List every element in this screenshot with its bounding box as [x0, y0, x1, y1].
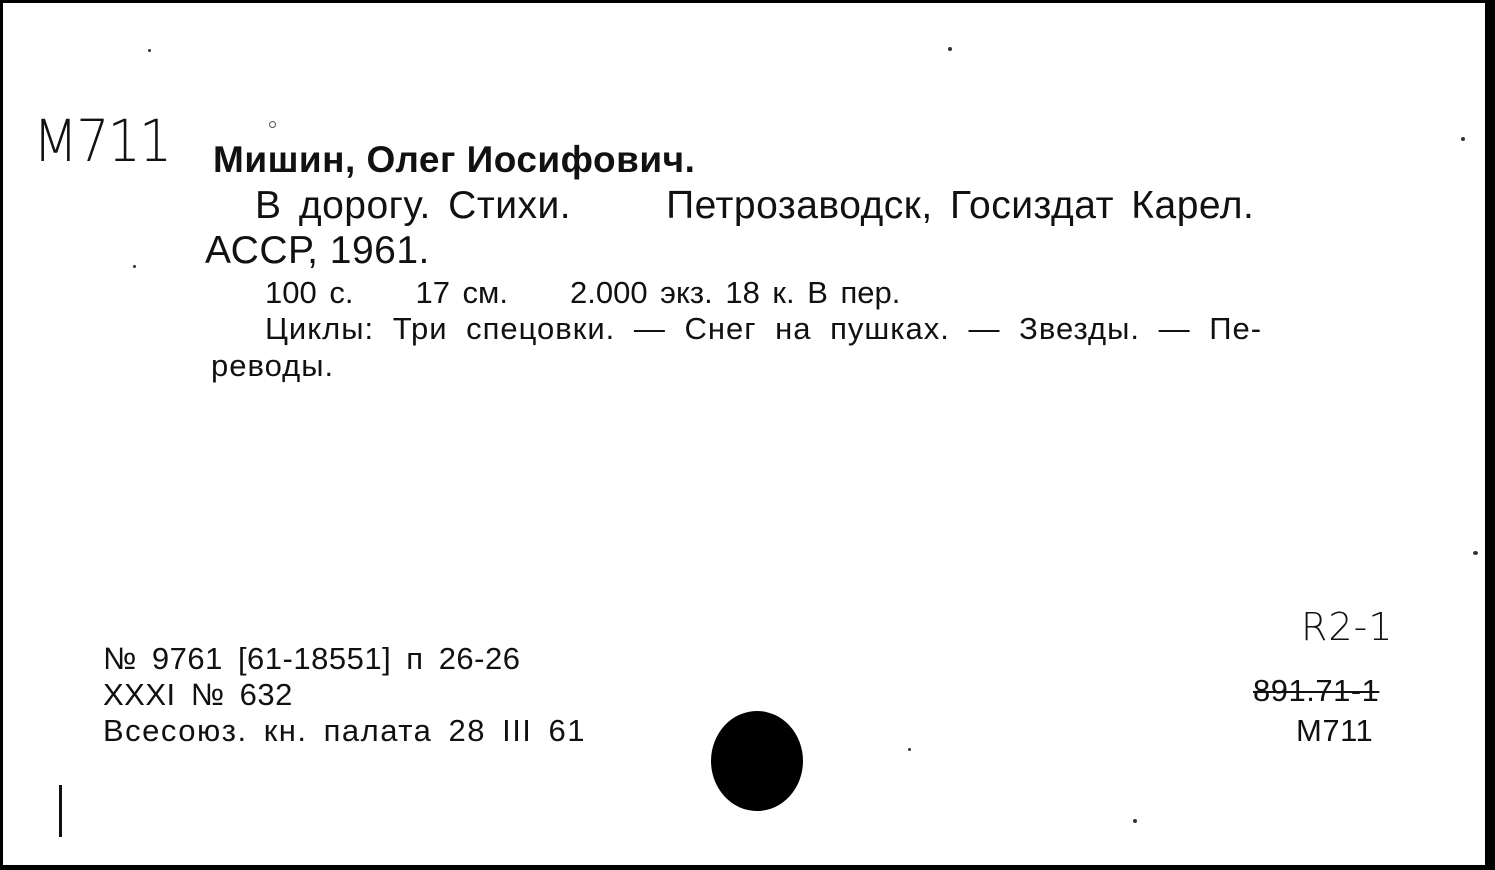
handwritten-call-number: М711	[33, 107, 171, 175]
title-imprint-line	[255, 184, 1254, 228]
imprint-continuation: АССР, 1961.	[205, 229, 430, 272]
speck	[1473, 551, 1478, 555]
handwritten-classification: R2-1	[1301, 605, 1394, 649]
contents-note-continuation: реводы.	[211, 348, 335, 383]
registration-series: XXXI № 632	[103, 677, 293, 712]
speck	[908, 748, 911, 751]
pencil-stroke	[59, 785, 62, 837]
speck	[1133, 819, 1137, 823]
catalog-card	[3, 3, 1488, 865]
issuing-chamber: Всесоюз. кн. палата 28 III 61	[103, 713, 587, 748]
registration-number: № 9761 [61-18551] п 26-26	[103, 641, 521, 676]
book-size: 17 см.	[415, 275, 508, 310]
speck	[269, 121, 276, 128]
classification-code: 891.71-1	[1253, 673, 1380, 708]
speck	[148, 49, 151, 52]
book-title: В дорогу. Стихи.	[255, 184, 572, 227]
author-heading: Мишин, Олег Иосифович.	[213, 139, 696, 180]
print-run-price: 2.000 экз. 18 к. В пер.	[569, 275, 901, 310]
contents-note: Циклы: Три спецовки. — Снег на пушках. — Звезды. — Пе-	[265, 311, 1263, 346]
speck	[1461, 137, 1465, 141]
collation-line	[265, 275, 900, 311]
shelf-mark: М711	[1296, 713, 1374, 748]
card-punch-hole	[711, 711, 803, 811]
imprint-place-publisher: Петрозаводск, Госиздат Карел.	[666, 184, 1255, 227]
speck	[948, 47, 952, 51]
speck	[133, 265, 136, 268]
page-count: 100 с.	[265, 275, 354, 310]
